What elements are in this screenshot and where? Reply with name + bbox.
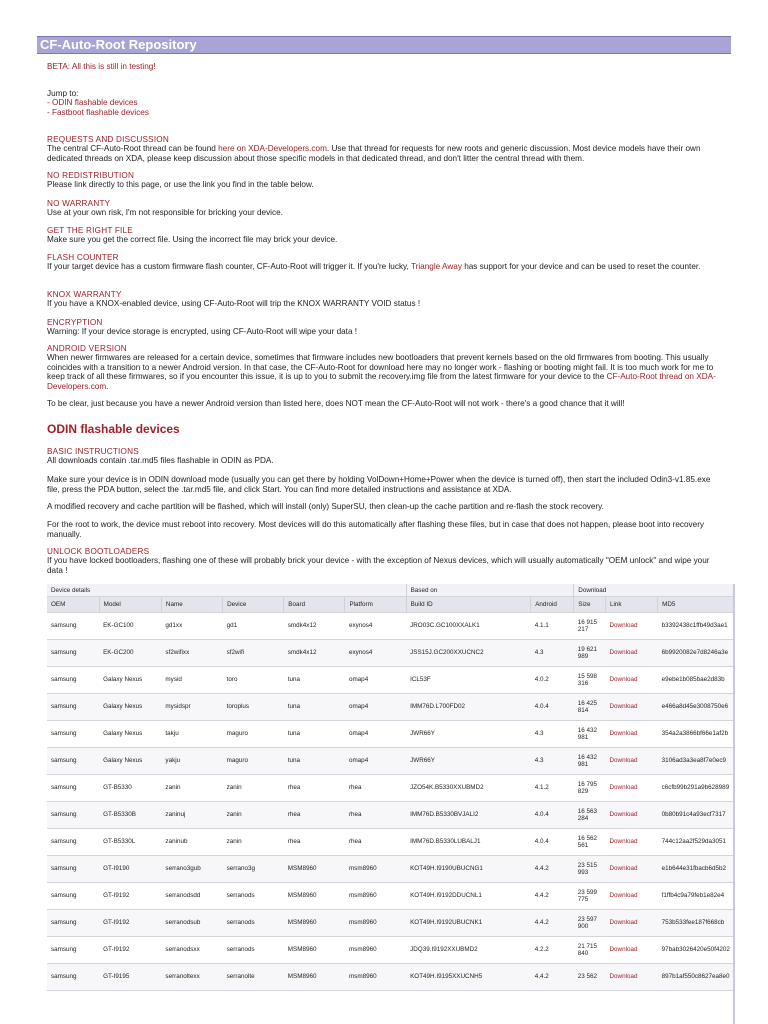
jump-label: Jump to: bbox=[47, 89, 79, 98]
cell-platform: rhea bbox=[345, 802, 406, 829]
beta-notice: BETA: All this is still in testing! bbox=[47, 62, 156, 71]
cell-device: toro bbox=[223, 667, 284, 694]
cell-model: EK-GC100 bbox=[99, 613, 161, 640]
cell-board: MSM8960 bbox=[284, 883, 345, 910]
col-board: Board bbox=[284, 597, 345, 613]
cell-build-id: IMM76D.L700FD02 bbox=[406, 694, 531, 721]
knox-heading: KNOX WARRANTY bbox=[47, 290, 122, 299]
cell-model: GT-I9190 bbox=[99, 856, 161, 883]
download-link[interactable]: Download bbox=[606, 964, 658, 991]
cell-model: Galaxy Nexus bbox=[99, 694, 161, 721]
table-row bbox=[47, 937, 735, 964]
cell-size: 16 795 829 bbox=[574, 775, 606, 802]
cell-md5: 0b80b91c4a93ecf7317 bbox=[658, 802, 735, 829]
cell-model: GT-B5330B bbox=[99, 802, 161, 829]
table-group-row bbox=[47, 584, 735, 597]
cell-android: 4.4.2 bbox=[531, 964, 574, 991]
cell-device: serranolte bbox=[223, 964, 284, 991]
download-link[interactable]: Download bbox=[606, 667, 658, 694]
cell-android: 4.4.2 bbox=[531, 910, 574, 937]
cell-size: 16 915 217 bbox=[574, 613, 606, 640]
cell-device: maguro bbox=[223, 721, 284, 748]
cell-md5: e466a8d45e3008750e6 bbox=[658, 694, 735, 721]
cell-android: 4.0.2 bbox=[531, 667, 574, 694]
cell-android: 4.4.2 bbox=[531, 883, 574, 910]
download-link[interactable]: Download bbox=[606, 910, 658, 937]
rightfile-heading: GET THE RIGHT FILE bbox=[47, 226, 133, 235]
android-text: When newer firmwares are released for a certain device, sometimes that firmware includes new bootloaders that prevent kernels based on the old firmwares from booting. This usually coincides with a transition to a newer Android version. In that case, the CF-Auto-Root for download here may no longer work - flashing or booting might fail. It is too much work for me to keep track of all these firmwares, so if you encounter this issue, it is up to you to submit the recovery.img file from the latest firmware for your device to the CF-Auto-Root thread on XDA-Developers.com. bbox=[47, 353, 716, 391]
cell-model: GT-B5330 bbox=[99, 775, 161, 802]
cell-build-id: JRO03C.GC100XXALK1 bbox=[406, 613, 531, 640]
cell-name: serranoltexx bbox=[161, 964, 222, 991]
android-heading: ANDROID VERSION bbox=[47, 344, 127, 353]
cell-name: gd1xx bbox=[161, 613, 222, 640]
nowarranty-heading: NO WARRANTY bbox=[47, 199, 111, 208]
cell-size: 23 597 900 bbox=[574, 910, 606, 937]
cell-md5: 6b9920082e7d8246a3e bbox=[658, 640, 735, 667]
cell-board: rhea bbox=[284, 775, 345, 802]
cell-platform: omap4 bbox=[345, 721, 406, 748]
col-link: Link bbox=[606, 597, 658, 613]
col-build-id: Build ID bbox=[406, 597, 531, 613]
cell-device: serranods bbox=[223, 910, 284, 937]
download-link[interactable]: Download bbox=[606, 856, 658, 883]
knox-text: If you have a KNOX-enabled device, using CF-Auto-Root will trip the KNOX WARRANTY VOID status ! bbox=[47, 299, 421, 308]
requests-heading: REQUESTS AND DISCUSSION bbox=[47, 135, 169, 144]
table-row bbox=[47, 829, 735, 856]
flash-text: If your target device has a custom firmware flash counter, CF-Auto-Root will trigger it. If you're lucky, Triangle Away has support for your device and can be used to reset the counter. bbox=[47, 262, 701, 271]
cell-platform: msm8960 bbox=[345, 910, 406, 937]
download-link[interactable]: Download bbox=[606, 640, 658, 667]
cell-android: 4.1.1 bbox=[531, 613, 574, 640]
cell-size: 23 562 bbox=[574, 964, 606, 991]
cell-oem: samsung bbox=[47, 613, 99, 640]
table-row bbox=[47, 856, 735, 883]
table-row bbox=[47, 721, 735, 748]
cell-device: toroplus bbox=[223, 694, 284, 721]
cell-board: tuna bbox=[284, 667, 345, 694]
cell-model: EK-GC200 bbox=[99, 640, 161, 667]
cell-build-id: JSS15J.GC200XXUCNC2 bbox=[406, 640, 531, 667]
cell-size: 15 598 316 bbox=[574, 667, 606, 694]
download-link[interactable]: Download bbox=[606, 694, 658, 721]
cell-platform: exynos4 bbox=[345, 613, 406, 640]
page-title-bar bbox=[37, 36, 731, 54]
cell-board: MSM8960 bbox=[284, 910, 345, 937]
cell-oem: samsung bbox=[47, 802, 99, 829]
table-header-row bbox=[47, 597, 735, 613]
col-android: Android bbox=[531, 597, 574, 613]
page-title: CF-Auto-Root Repository bbox=[40, 37, 197, 52]
cell-platform: msm8960 bbox=[345, 856, 406, 883]
cell-size: 16 425 814 bbox=[574, 694, 606, 721]
cell-oem: samsung bbox=[47, 721, 99, 748]
jump-link-fastboot[interactable]: - Fastboot flashable devices bbox=[47, 108, 149, 117]
cell-build-id: KOT49H.I9192DDUCNL1 bbox=[406, 883, 531, 910]
xda-thread-link[interactable]: here on XDA-Developers.com bbox=[218, 144, 327, 153]
cell-board: rhea bbox=[284, 829, 345, 856]
cell-build-id: KOT49H.I9192UBUCNK1 bbox=[406, 910, 531, 937]
cell-platform: rhea bbox=[345, 829, 406, 856]
android-clarify: To be clear, just because you have a newer Android version than listed here, does NOT mean the CF-Auto-Root will not work - there's a good chance that it will! bbox=[47, 399, 625, 408]
cell-name: serranodsxx bbox=[161, 937, 222, 964]
cell-oem: samsung bbox=[47, 667, 99, 694]
unlock-text: If you have locked bootloaders, flashing one of these will probably brick your device - with the exception of Nexus devices, which will usually automatically "OEM unlock" and wipe your data ! bbox=[47, 556, 710, 575]
cell-name: zanin bbox=[161, 775, 222, 802]
cell-name: mysidspr bbox=[161, 694, 222, 721]
cell-model: GT-B5330L bbox=[99, 829, 161, 856]
cell-size: 19 621 989 bbox=[574, 640, 606, 667]
cell-model: GT-I9192 bbox=[99, 937, 161, 964]
cell-device: maguro bbox=[223, 748, 284, 775]
cell-android: 4.1.2 bbox=[531, 775, 574, 802]
table-row bbox=[47, 748, 735, 775]
table-row bbox=[47, 694, 735, 721]
cell-android: 4.3 bbox=[531, 748, 574, 775]
cell-board: MSM8960 bbox=[284, 856, 345, 883]
noredist-text: Please link directly to this page, or use the link you find in the table below. bbox=[47, 180, 314, 189]
cell-device: serranods bbox=[223, 937, 284, 964]
download-link[interactable]: Download bbox=[606, 775, 658, 802]
reboot-note: For the root to work, the device must reboot into recovery. Most devices will do this automatically after flashing these files, but in case that does not happen, please boot into recovery manually. bbox=[47, 520, 705, 539]
cell-build-id: JWR66Y bbox=[406, 721, 531, 748]
cell-size: 23 599 775 bbox=[574, 883, 606, 910]
nowarranty-text: Use at your own risk, I'm not responsible for bricking your device. bbox=[47, 208, 283, 217]
group-download: Download bbox=[574, 584, 735, 597]
download-link[interactable]: Download bbox=[606, 937, 658, 964]
download-link[interactable]: Download bbox=[606, 721, 658, 748]
rightfile-text: Make sure you get the correct file. Using the incorrect file may brick your device. bbox=[47, 235, 338, 244]
table-row bbox=[47, 964, 735, 991]
cell-md5: f1ffb4c9a79feb1e82e4 bbox=[658, 883, 735, 910]
cell-platform: msm8960 bbox=[345, 964, 406, 991]
cell-platform: omap4 bbox=[345, 667, 406, 694]
cell-oem: samsung bbox=[47, 937, 99, 964]
cell-device: serranods bbox=[223, 883, 284, 910]
requests-text: The central CF-Auto-Root thread can be found here on XDA-Developers.com. Use that thread for requests for new roots and generic discussion. Most device models have their own dedicated threads on XDA, please keep discussion about those specific models in that dedicated thread, and don't litter the central thread with them. bbox=[47, 144, 701, 163]
cell-android: 4.3 bbox=[531, 640, 574, 667]
cell-model: GT-I9192 bbox=[99, 883, 161, 910]
cell-size: 16 432 981 bbox=[574, 748, 606, 775]
cell-device: gd1 bbox=[223, 613, 284, 640]
cell-name: sf2wifixx bbox=[161, 640, 222, 667]
cell-board: MSM8960 bbox=[284, 937, 345, 964]
group-device-details: Device details bbox=[47, 584, 406, 597]
cell-board: tuna bbox=[284, 721, 345, 748]
cell-oem: samsung bbox=[47, 829, 99, 856]
cell-oem: samsung bbox=[47, 694, 99, 721]
cell-oem: samsung bbox=[47, 856, 99, 883]
cell-oem: samsung bbox=[47, 883, 99, 910]
cell-board: tuna bbox=[284, 694, 345, 721]
cell-android: 4.0.4 bbox=[531, 802, 574, 829]
cell-name: serrano3gub bbox=[161, 856, 222, 883]
cell-platform: exynos4 bbox=[345, 640, 406, 667]
triangle-away-link[interactable]: Triangle Away bbox=[410, 262, 462, 271]
cell-md5: 354a2a3866bf66e1af2b bbox=[658, 721, 735, 748]
basic-heading: BASIC INSTRUCTIONS bbox=[47, 447, 139, 456]
cell-board: smdk4x12 bbox=[284, 613, 345, 640]
col-oem: OEM bbox=[47, 597, 99, 613]
recovery-note: A modified recovery and cache partition will be flashed, which will install (only) SuperSU, then clean-up the cache partition and re-flash the stock recovery. bbox=[47, 502, 604, 511]
odin-instructions: Make sure your device is in ODIN download mode (usually you can get there by holding VolDown+Home+Power when the device is turned off), then start the included Odin3-v1.85.exe file, press the PDA button, select the .tar.md5 file, and click Start. You can find more detailed instructions and assistance at XDA. bbox=[47, 475, 711, 494]
table-row bbox=[47, 667, 735, 694]
cell-build-id: IMM76D.B5330LUBALJ1 bbox=[406, 829, 531, 856]
odin-heading: ODIN flashable devices bbox=[47, 422, 180, 436]
col-size: Size bbox=[574, 597, 606, 613]
cell-md5: b3392438c1ffb49d3ae1 bbox=[658, 613, 735, 640]
download-link[interactable]: Download bbox=[606, 748, 658, 775]
cell-md5: c6cfb99b291a9b628989 bbox=[658, 775, 735, 802]
cell-platform: msm8960 bbox=[345, 883, 406, 910]
download-link[interactable]: Download bbox=[606, 613, 658, 640]
cell-size: 16 432 981 bbox=[574, 721, 606, 748]
cell-device: zanin bbox=[223, 829, 284, 856]
cell-android: 4.0.4 bbox=[531, 829, 574, 856]
cell-android: 4.0.4 bbox=[531, 694, 574, 721]
cell-model: GT-I9192 bbox=[99, 910, 161, 937]
group-based-on: Based on bbox=[406, 584, 574, 597]
cell-oem: samsung bbox=[47, 964, 99, 991]
col-model: Model bbox=[99, 597, 161, 613]
cell-name: zaninub bbox=[161, 829, 222, 856]
odin-device-table bbox=[47, 584, 735, 1024]
table-row bbox=[47, 883, 735, 910]
table-row bbox=[47, 640, 735, 667]
col-md5: MD5 bbox=[658, 597, 735, 613]
cell-platform: msm8960 bbox=[345, 937, 406, 964]
cell-build-id: KOT49H.I9195XXUCNH5 bbox=[406, 964, 531, 991]
cell-board: rhea bbox=[284, 802, 345, 829]
table-row bbox=[47, 910, 735, 937]
cf-thread-link[interactable]: CF-Auto-Root thread on XDA-Developers.com bbox=[47, 372, 716, 391]
cell-md5: 753b533fee187f668cb bbox=[658, 910, 735, 937]
cell-platform: omap4 bbox=[345, 748, 406, 775]
cell-name: yakju bbox=[161, 748, 222, 775]
cell-size: 23 515 993 bbox=[574, 856, 606, 883]
col-platform: Platform bbox=[345, 597, 406, 613]
table-row bbox=[47, 802, 735, 829]
download-link[interactable]: Download bbox=[606, 802, 658, 829]
cell-name: serranodsub bbox=[161, 910, 222, 937]
cell-build-id: ICL53F bbox=[406, 667, 531, 694]
cell-device: zanin bbox=[223, 775, 284, 802]
cell-build-id: IMM76D.B5330BVJALI2 bbox=[406, 802, 531, 829]
cell-oem: samsung bbox=[47, 910, 99, 937]
cell-platform: rhea bbox=[345, 775, 406, 802]
col-name: Name bbox=[161, 597, 222, 613]
col-device: Device bbox=[223, 597, 284, 613]
download-link[interactable]: Download bbox=[606, 829, 658, 856]
cell-size: 16 563 284 bbox=[574, 802, 606, 829]
cell-md5: e1b644e31fbacb6d5b2 bbox=[658, 856, 735, 883]
cell-build-id: JDQ39.I9192XXUBMD2 bbox=[406, 937, 531, 964]
encryption-text: Warning: If your device storage is encrypted, using CF-Auto-Root will wipe your data ! bbox=[47, 327, 358, 336]
cell-android: 4.3 bbox=[531, 721, 574, 748]
cell-oem: samsung bbox=[47, 640, 99, 667]
cell-platform: omap4 bbox=[345, 694, 406, 721]
flash-heading: FLASH COUNTER bbox=[47, 253, 119, 262]
cell-model: GT-I9195 bbox=[99, 964, 161, 991]
noredist-heading: NO REDISTRIBUTION bbox=[47, 171, 135, 180]
cell-device: serrano3g bbox=[223, 856, 284, 883]
cell-size: 21 715 840 bbox=[574, 937, 606, 964]
cell-board: tuna bbox=[284, 748, 345, 775]
encryption-heading: ENCRYPTION bbox=[47, 318, 103, 327]
cell-board: smdk4x12 bbox=[284, 640, 345, 667]
cell-device: sf2wifi bbox=[223, 640, 284, 667]
cell-md5: 3106ad3a3ea8f7e0ec9 bbox=[658, 748, 735, 775]
basic-text: All downloads contain .tar.md5 files flashable in ODIN as PDA. bbox=[47, 456, 274, 465]
cell-model: Galaxy Nexus bbox=[99, 667, 161, 694]
table-row bbox=[47, 775, 735, 802]
cell-board: MSM8960 bbox=[284, 964, 345, 991]
cell-build-id: KOT49H.I9190UBUCNG1 bbox=[406, 856, 531, 883]
cell-build-id: JZO54K.B5330XXUBMD2 bbox=[406, 775, 531, 802]
cell-model: Galaxy Nexus bbox=[99, 721, 161, 748]
unlock-heading: UNLOCK BOOTLOADERS bbox=[47, 547, 150, 556]
cell-build-id: JWR66Y bbox=[406, 748, 531, 775]
download-link[interactable]: Download bbox=[606, 883, 658, 910]
cell-md5: 897b1af550c8627ea8e0 bbox=[658, 964, 735, 991]
cell-oem: samsung bbox=[47, 775, 99, 802]
cell-android: 4.4.2 bbox=[531, 856, 574, 883]
cell-size: 16 562 561 bbox=[574, 829, 606, 856]
cell-device: zanin bbox=[223, 802, 284, 829]
cell-name: mysid bbox=[161, 667, 222, 694]
cell-name: zaninuj bbox=[161, 802, 222, 829]
cell-md5: 97bab3026420e50f4202 bbox=[658, 937, 735, 964]
cell-md5: e9ebe1b085bae2d83b bbox=[658, 667, 735, 694]
cell-oem: samsung bbox=[47, 748, 99, 775]
cell-model: Galaxy Nexus bbox=[99, 748, 161, 775]
cell-android: 4.2.2 bbox=[531, 937, 574, 964]
jump-link-odin[interactable]: - ODIN flashable devices bbox=[47, 98, 138, 107]
cell-md5: 744c12aa2f529da3051 bbox=[658, 829, 735, 856]
cell-name: takju bbox=[161, 721, 222, 748]
table-row bbox=[47, 613, 735, 640]
cell-name: serranodsdd bbox=[161, 883, 222, 910]
